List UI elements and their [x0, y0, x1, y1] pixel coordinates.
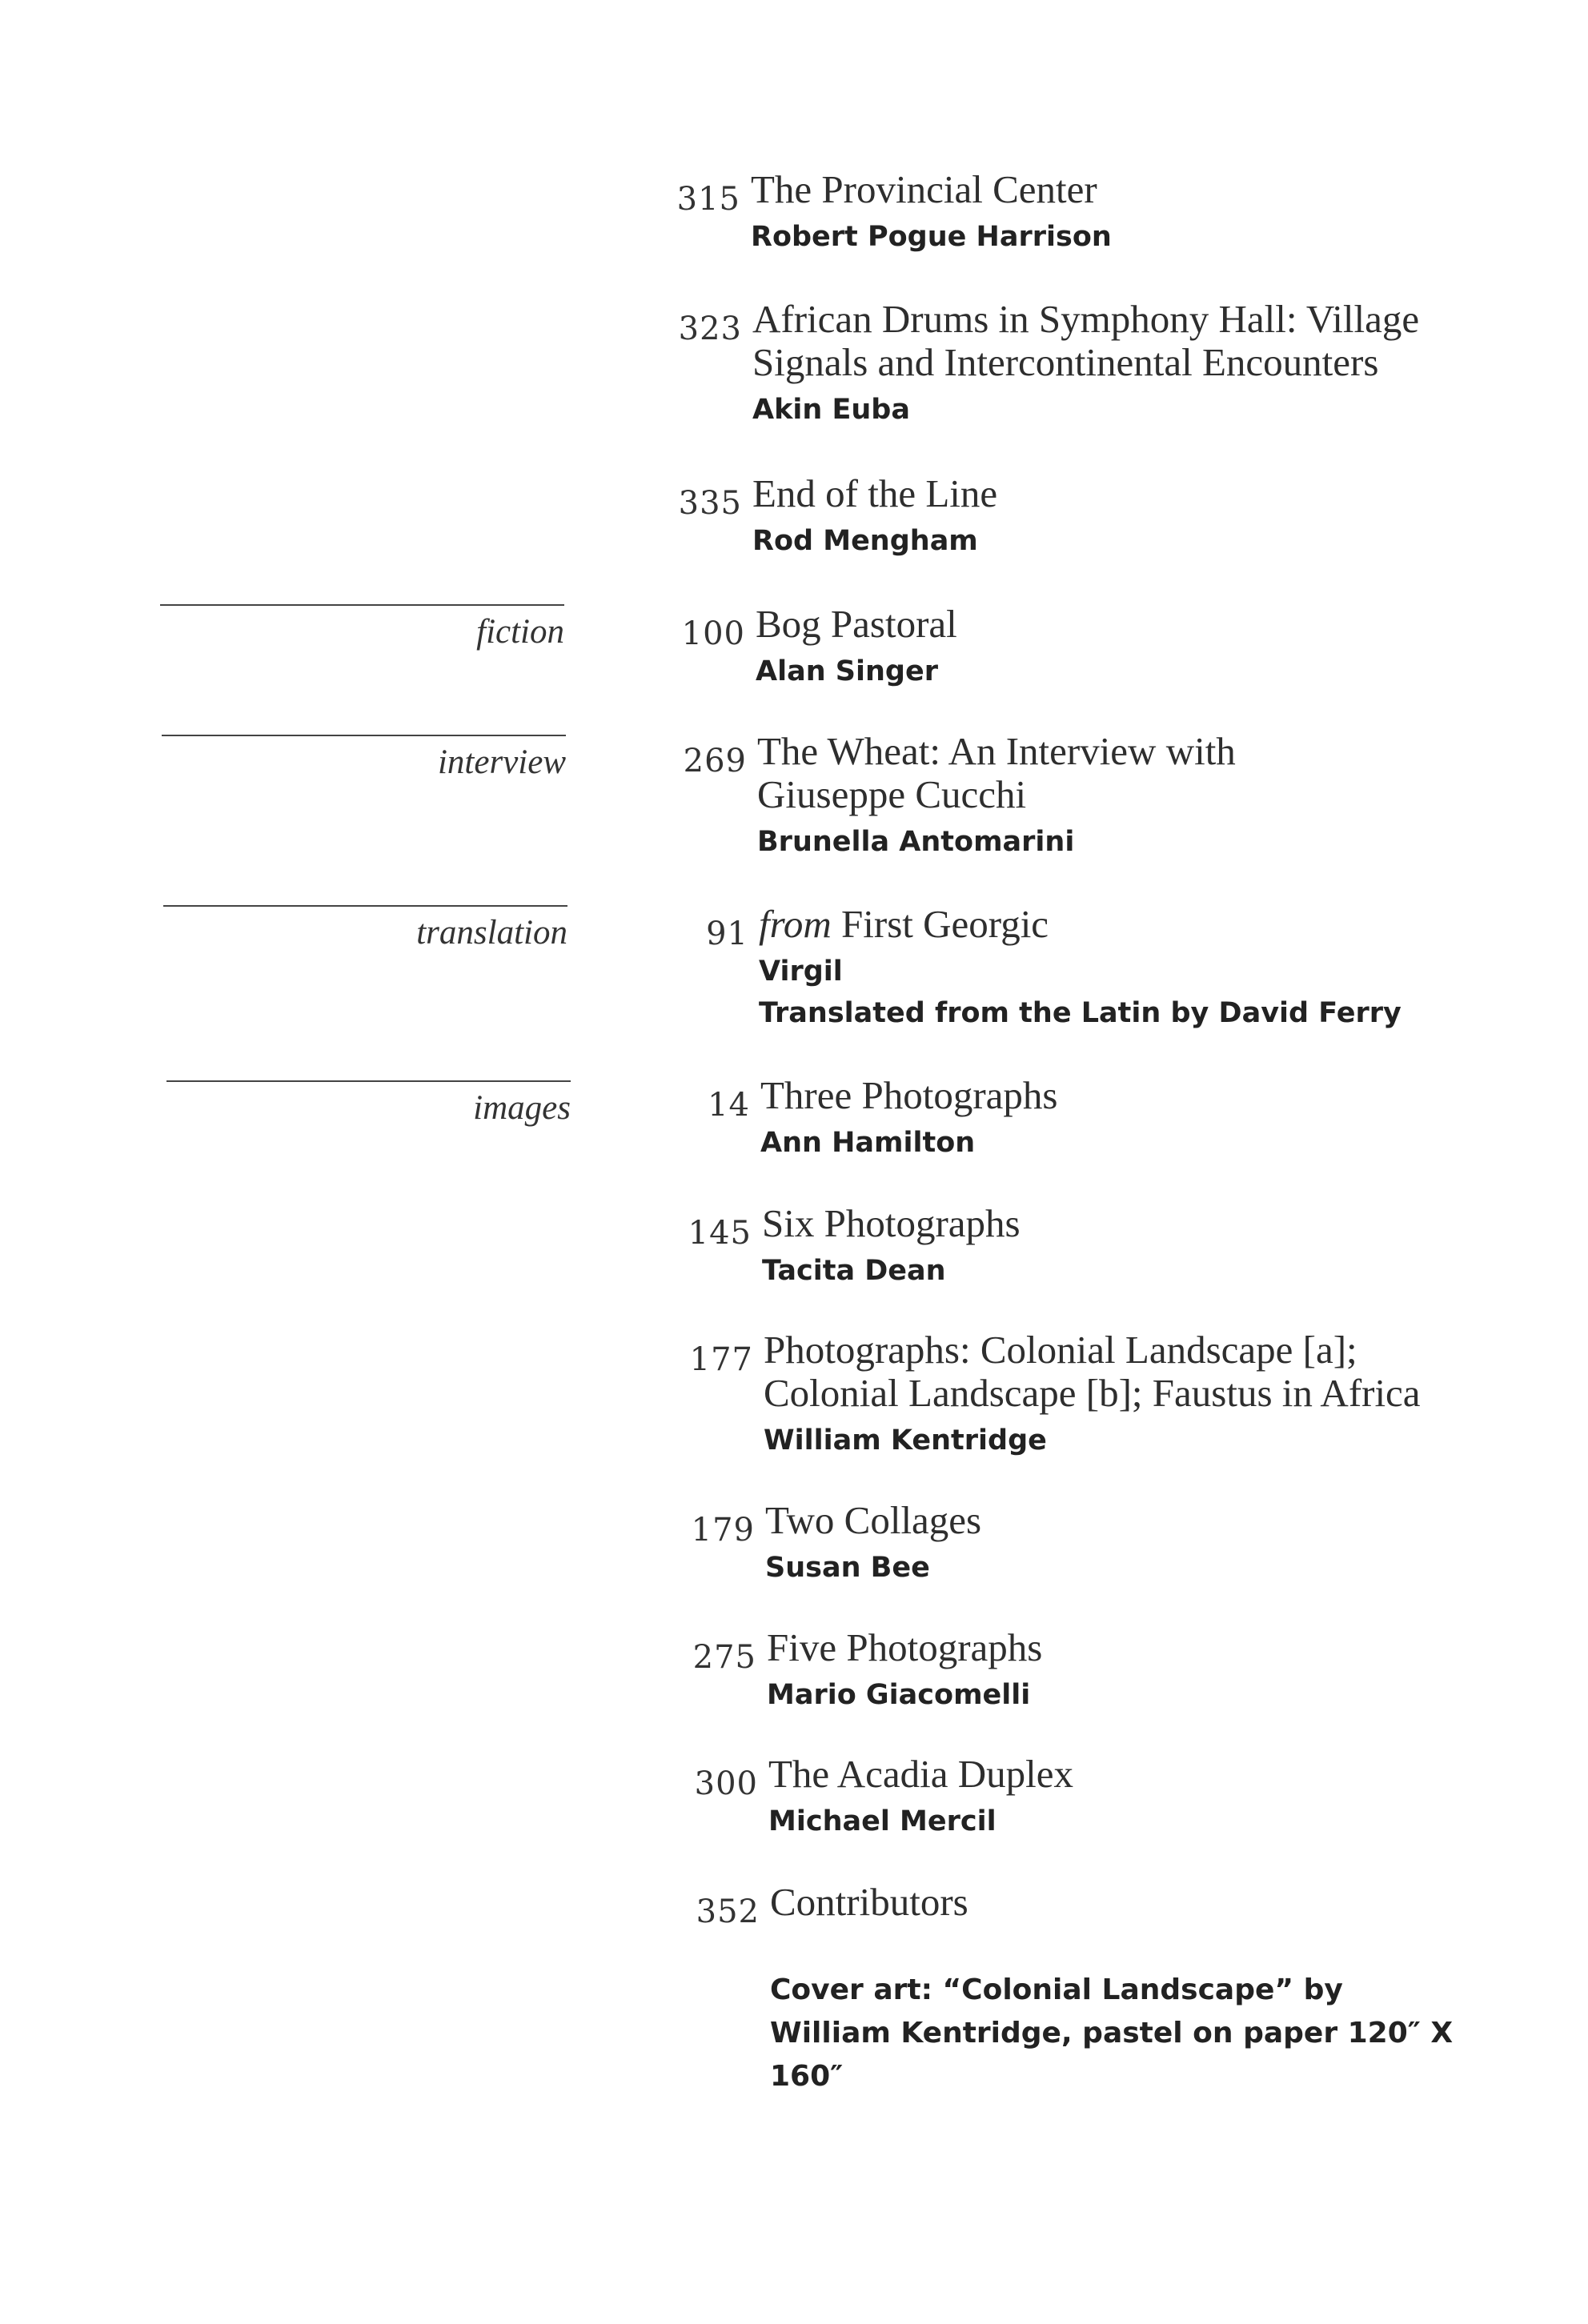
entry-title: End of the Line: [752, 471, 998, 515]
entry-title: [759, 903, 1473, 946]
entry-author: Alan Singer: [756, 655, 938, 687]
section-rule: [166, 1080, 571, 1082]
entry-title: Five Photographs: [767, 1625, 1043, 1669]
entry-author: Robert Pogue Harrison: [751, 221, 1112, 253]
toc-entry: [664, 168, 1465, 256]
entry-translator: Translated from the Latin by David Ferry: [759, 997, 1402, 1029]
entry-author: Michael Mercil: [768, 1805, 997, 1837]
entry-author: Akin Euba: [752, 394, 910, 426]
section-fiction: [160, 604, 564, 652]
page-number: 315: [676, 181, 740, 218]
toc-entry: [671, 730, 1375, 861]
page-number: 179: [691, 1512, 755, 1549]
entry-author: William Kentridge: [764, 1424, 1047, 1457]
title-text: First Georgic: [841, 902, 1049, 946]
section-images: [166, 1080, 571, 1128]
toc-entry: [674, 1074, 1474, 1162]
entry-author: Rod Mengham: [752, 525, 978, 557]
entry-author: Tacita Dean: [762, 1255, 946, 1287]
entry-title: Photographs: Colonial Landscape [a]; Colonial Landscape [b]; Faustus in Africa: [764, 1328, 1421, 1415]
toc-entry: [677, 1328, 1438, 1460]
toc-entry: [676, 1202, 1476, 1290]
section-label: interview: [437, 743, 566, 781]
page-number: 300: [694, 1765, 758, 1802]
page-number: 91: [706, 916, 748, 952]
page-number: 352: [696, 1893, 760, 1930]
toc-entry: [666, 298, 1426, 429]
section-rule: [162, 735, 566, 736]
title-prefix: from: [759, 902, 832, 946]
section-interview: [162, 735, 566, 783]
entry-title: The Wheat: An Interview with Giuseppe Cucchi: [757, 729, 1236, 816]
section-label: fiction: [476, 613, 564, 651]
page-number: 100: [681, 615, 745, 652]
toc-entry: [672, 903, 1473, 1032]
entry-author: Susan Bee: [765, 1552, 930, 1584]
section-rule: [163, 905, 567, 907]
toc-entry: [682, 1753, 1482, 1841]
toc-entry: [679, 1499, 1479, 1587]
toc-entry: [666, 472, 1466, 560]
toc-entry: [680, 1626, 1481, 1714]
page-number: 145: [688, 1215, 752, 1252]
page-number: 275: [692, 1639, 756, 1676]
section-label: translation: [416, 914, 567, 952]
entry-author: Virgil: [759, 956, 843, 988]
page-number: 14: [708, 1087, 750, 1124]
section-rule: [160, 604, 564, 606]
entry-title: Bog Pastoral: [756, 602, 957, 646]
entry-title: The Provincial Center: [751, 167, 1097, 211]
entry-title: Six Photographs: [762, 1201, 1021, 1245]
entry-author: Ann Hamilton: [760, 1127, 976, 1159]
page-number: 177: [689, 1341, 753, 1378]
page-number: 269: [683, 743, 747, 779]
entry-title: The Acadia Duplex: [768, 1752, 1073, 1796]
page-number: 335: [678, 485, 742, 522]
section-label: images: [473, 1089, 571, 1127]
toc-entry: [669, 603, 1470, 691]
entry-author: Brunella Antomarini: [757, 826, 1075, 858]
section-translation: [163, 905, 567, 953]
entry-title: Contributors: [770, 1880, 968, 1924]
toc-entry: [684, 1880, 1484, 1930]
cover-art-credit: Cover art: “Colonial Landscape” by William Kentridge, pastel on paper 120″ X 160″: [770, 1973, 1454, 2093]
entry-title: Three Photographs: [760, 1073, 1058, 1117]
entry-title: Two Collages: [765, 1498, 982, 1542]
entry-title: African Drums in Symphony Hall: Village Signals and Intercontinental Encounters: [752, 297, 1420, 384]
page-number: 323: [678, 311, 742, 347]
entry-author: Mario Giacomelli: [767, 1679, 1031, 1711]
